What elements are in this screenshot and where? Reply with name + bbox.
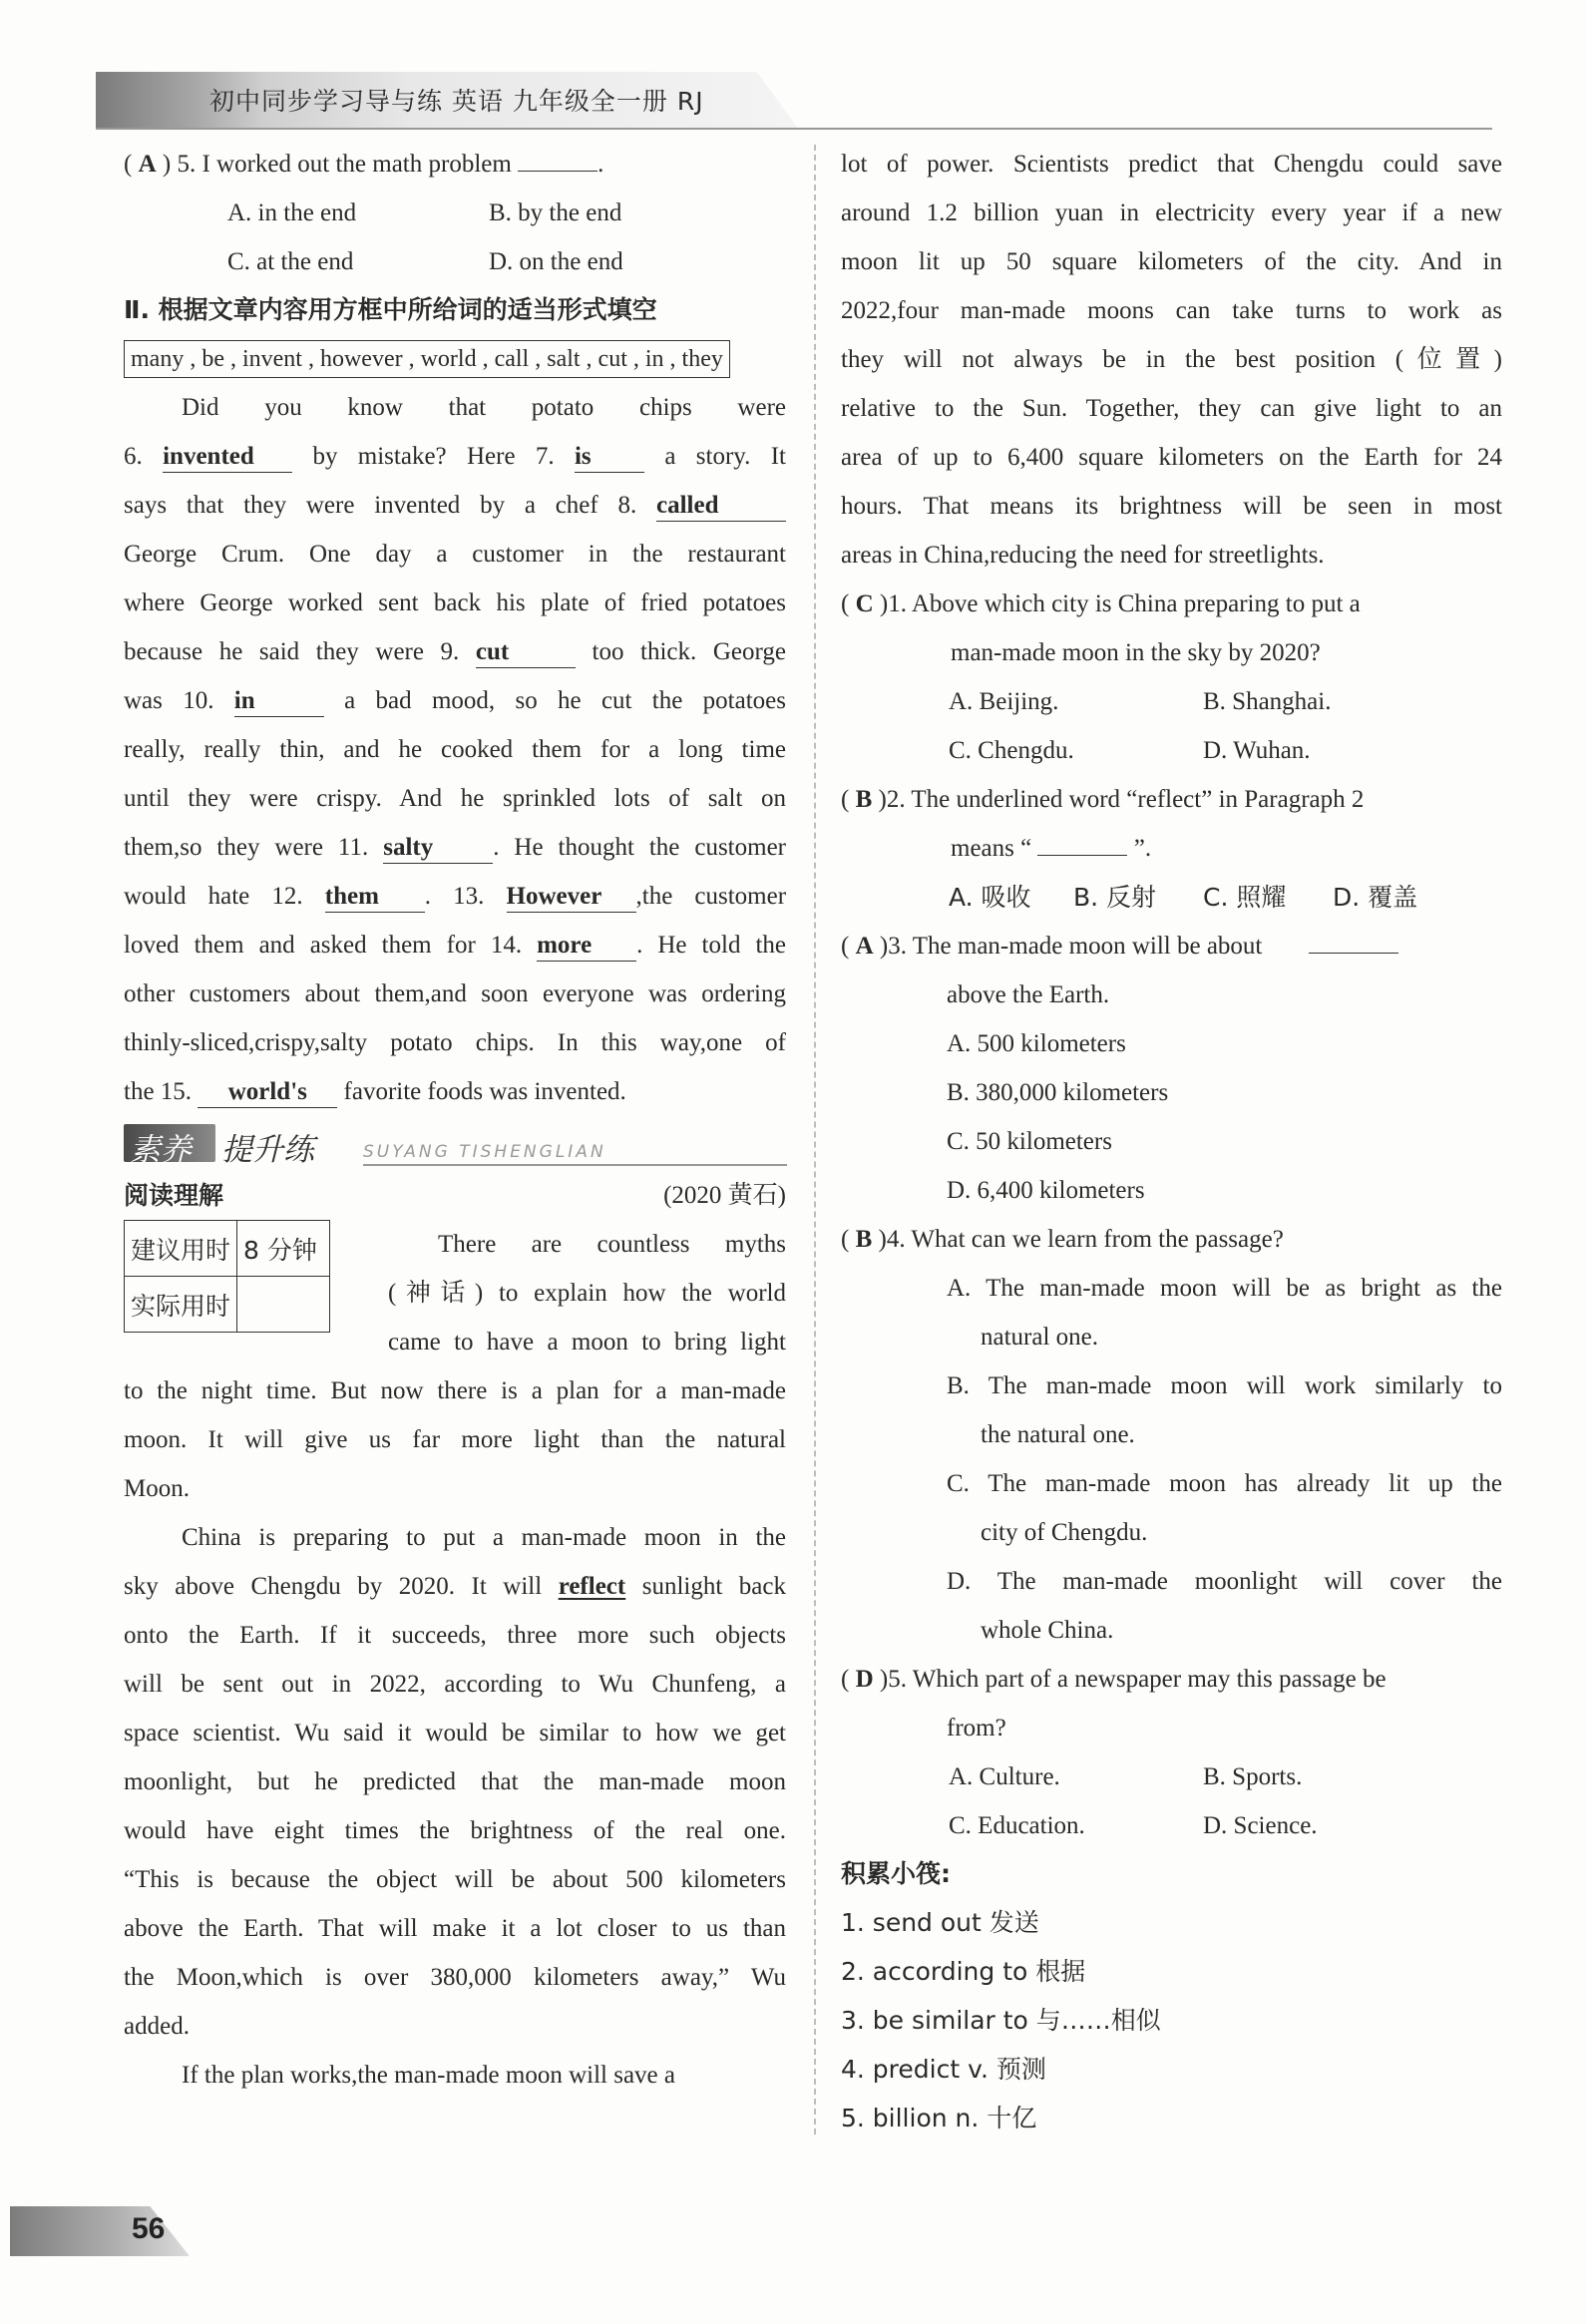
blank [1309,953,1398,954]
reading-header: 阅读理解 (2020 黄石) [124,1181,786,1210]
answer-8: called [656,491,786,522]
column-divider [814,145,816,2134]
answer-12: them [325,882,425,913]
vocab-item: 5. billion n. 十亿 [841,2104,1037,2132]
answer-13: However [507,882,636,913]
answer-11: salty [383,833,493,864]
reading-question-3: ( A )3. The man-made moon will be about [841,922,1502,970]
right-column: lot of power. Scientists predict that Chengdu could save around 1.2 billion yuan in electricity every year if a new moon lit up 50 square kilometers of the city. And in 2022,four man-made moons can take turns to work as they will not always be in the best position (位置) relative to the Sun. Together, they can give light to an area of up to 6,400 square kilometers on the Earth for 24 hours. That means its brightness will be seen in most areas in China,reducing the need for streetlights. ( C )1. Above which city is China preparing to put a man-made moon in the sky by 2020? A. Beijing. B. Shanghai. C. Chengdu. D. Wuhan. ( B )2. The underlined word “reflect” in Paragraph 2 means “ ”. A. 吸收 B. 反射 C. 照耀 D. 覆盖 ( A )3. The man-made moon will be about above the Earth. A. 500 kilometers B. 380,000 kilometers C. 50 kilometers D. 6,400 kilometers ( B )4. What can we learn from the passage? A. The man-made moon will be as bright as the natural one. B. The man-made moon will work similarly to the natural one. C. The man-made moon has already lit up the city of Chengdu. D. The man-made moonlight will cover the whole China. ( D )5. Which part of a newspaper may this passage be from? A. Culture. B. Sports. C. Education. D. Science. 积累小筏: 1. send out 发送 2. according to 根据 3. be similar to 与……相似 4. predict v. 预测 5. billion n. 十亿 [841,140,1502,2142]
answer-15: world's [198,1077,337,1108]
answer-6: invented [163,442,292,473]
header-rule [96,128,1492,130]
time-table: 建议用时 8 分钟 实际用时 [124,1220,330,1333]
reading-question-5: ( D )5. Which part of a newspaper may this passage be [841,1666,1387,1693]
vocab-item: 2. according to 根据 [841,1957,1086,1986]
reading-question-4: ( B )4. What can we learn from the passage? [841,1226,1284,1253]
options-cd: C. at the end D. on the end [227,248,623,275]
answer-5: A [138,151,157,178]
answer-14: more [537,931,636,962]
answer-7: is [575,442,644,473]
answer-9: cut [476,637,576,668]
blank [1037,855,1127,856]
left-column: ( A ) 5. I worked out the math problem . A. in the end B. by the end C. at the end D. on the end Ⅱ. 根据文章内容用方框中所给词的适当形式填空 many , be , invent , however , world , call , salt , cut , in , they Did you know that potato chips were 6. invented by mistake? Here 7. is a story. It says that they were invented by a chef 8. called George Crum. One day a customer in the restaurant where George worked sent back his plate of fried potatoes because he said they were 9. cut too thick. George was 10. in a bad mood, so he cut the potatoes really, really thin, and he cooked them for a long time until they were crispy. And he sprinkled lots of salt on them,so they were 11. salty . He thought the customer would hate 12. them . 13. However ,the customer loved them and asked them for 14. more . He told the other customers about them,and soon everyone was ordering thinly-sliced,crispy,salty potato chips. In this way,one of the 15. world's favorite foods was invented. 素养 提升练 SUYANG TISHENGLIAN 阅读理解 (2020 黄石) 建议用时 8 分钟 实际用时 There are countless myths (神话) to explain how the world came to have a moon to bring light to the night time. But now there is a plan for a man-made moon. It will give us far more light than the natural Moon. China is preparing to put a man-made moon in the sky above Chengdu by 2020. It will reflect sunlight back onto the Earth. If it succeeds, three more such objects will be sent out in 2022, according to Wu Chunfeng, a space scientist. Wu said it would be similar to how we get moonlight, but he predicted that the man-made moon would have eight times the brightness of the real one. “This is because the object will be about 500 kilometers above the Earth. That will make it a lot closer to us than the Moon,which is over 380,000 kilometers away,” Wu added. If the plan works,the man-made moon will save a [124,140,786,2100]
word-box-row [124,334,786,383]
vocab-title: 积累小筏: [841,1859,951,1888]
vocab-item: 1. send out 发送 [841,1908,1039,1937]
suyang-banner: 素养 提升练 SUYANG TISHENGLIAN [124,1122,786,1172]
vocab-item: 4. predict v. 预测 [841,2055,1046,2084]
section-2-title: Ⅱ. 根据文章内容用方框中所给词的适当形式填空 [124,295,657,324]
time-table-wrap: 建议用时 8 分钟 实际用时 There are countless myths (神话) to explain how the world came to have a moon to bring light [124,1220,786,1366]
header-title: 初中同步学习导与练 英语 九年级全一册 RJ [209,87,704,116]
answer-10: in [234,686,324,717]
page-number: 56 [132,2212,166,2245]
blank [518,171,597,172]
reflect-word: reflect [558,1573,626,1600]
options-ab: A. in the end B. by the end [227,199,622,226]
word-box: many , be , invent , however , world , call , salt , cut , in , they [124,340,730,378]
question-5: ( A ) 5. I worked out the math problem . [124,151,604,178]
vocab-item: 3. be similar to 与……相似 [841,2006,1161,2035]
reading-question-2: ( B )2. The underlined word “reflect” in Paragraph 2 [841,786,1365,813]
reading-question-1: ( C )1. Above which city is China preparing to put a [841,590,1361,617]
